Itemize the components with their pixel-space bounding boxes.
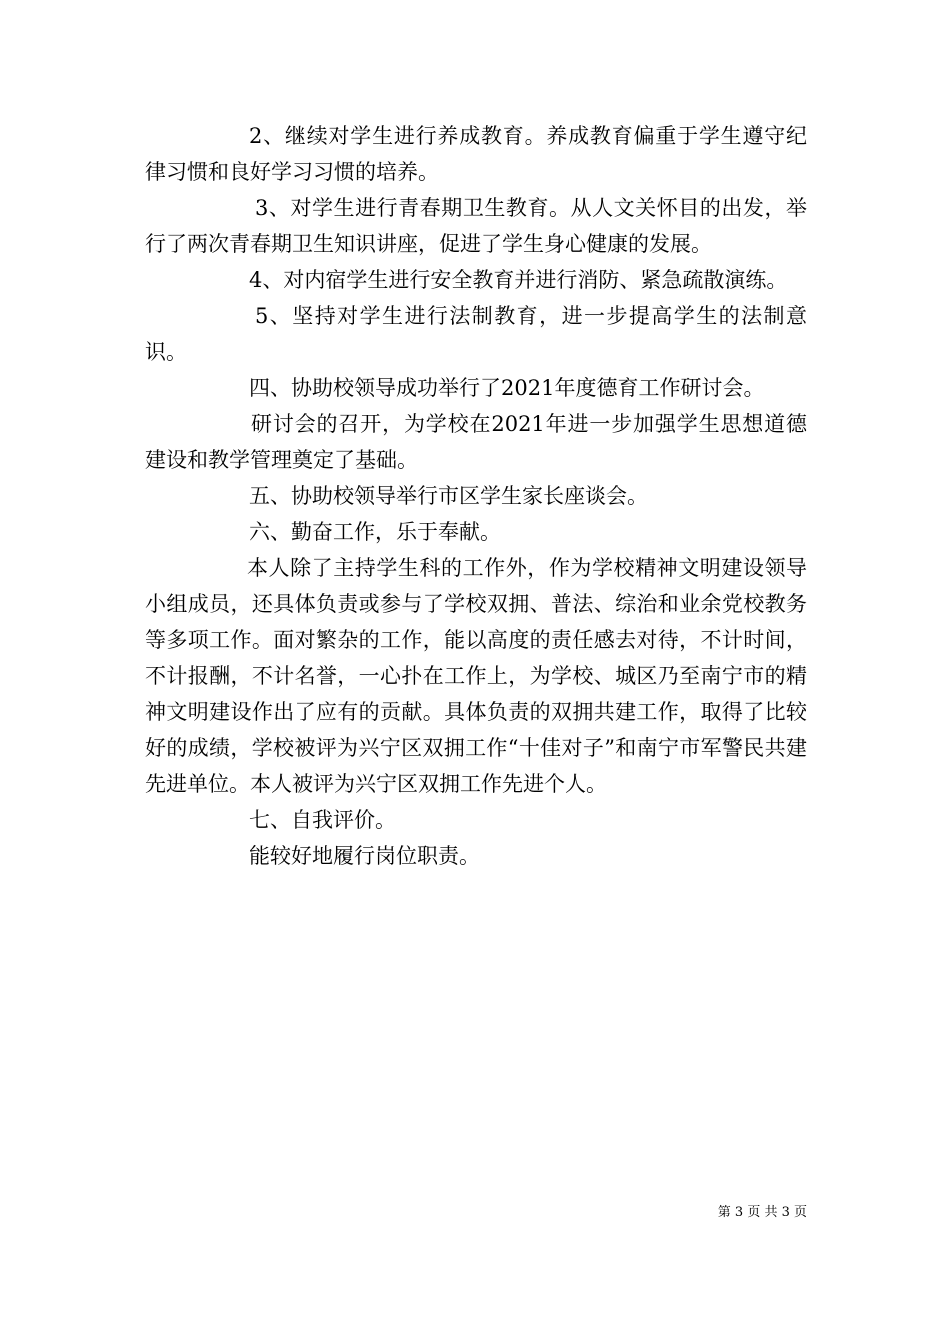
paragraph-item-3: 3、对学生进行青春期卫生教育。从人文关怀目的出发，举行了两次青春期卫生知识讲座，促进了学生身心健康的发展。	[145, 196, 807, 256]
paragraph-item-2: 2、继续对学生进行养成教育。养成教育偏重于学生遵守纪律习惯和良好学习习惯的培养。	[145, 124, 807, 184]
paragraph-item-5: 5、坚持对学生进行法制教育，进一步提高学生的法制意识。	[145, 304, 807, 364]
section-heading-6: 六、勤奋工作，乐于奉献。	[249, 520, 501, 544]
section-heading-5: 五、协助校领导举行市区学生家长座谈会。	[249, 484, 648, 508]
paragraph-item-4: 4、对内宿学生进行安全教育并进行消防、紧急疏散演练。	[249, 268, 788, 292]
document-body	[145, 118, 807, 874]
paragraph-seminar: 研讨会的召开，为学校在2021年进一步加强学生思想道德建设和教学管理奠定了基础。	[145, 412, 807, 472]
section-heading-7: 七、自我评价。	[249, 808, 396, 832]
paragraph-self-evaluation: 能较好地履行岗位职责。	[249, 844, 480, 868]
paragraph-work-summary: 本人除了主持学生科的工作外，作为学校精神文明建设领导小组成员，还具体负责或参与了学校双拥、普法、综治和业余党校教务等多项工作。面对繁杂的工作，能以高度的责任感去对待，不计时间，不计报酬，不计名誉，一心扑在工作上，为学校、城区乃至南宁市的精神文明建设作出了应有的贡献。具体负责的双拥共建工作，取得了比较好的成绩，学校被评为兴宁区双拥工作“十佳对子”和南宁市军警民共建先进单位。本人被评为兴宁区双拥工作先进个人。	[145, 556, 807, 796]
page-number: 第 3 页 共 3 页	[717, 1205, 807, 1220]
section-heading-4: 四、协助校领导成功举行了2021年度德育工作研讨会。	[249, 376, 765, 400]
